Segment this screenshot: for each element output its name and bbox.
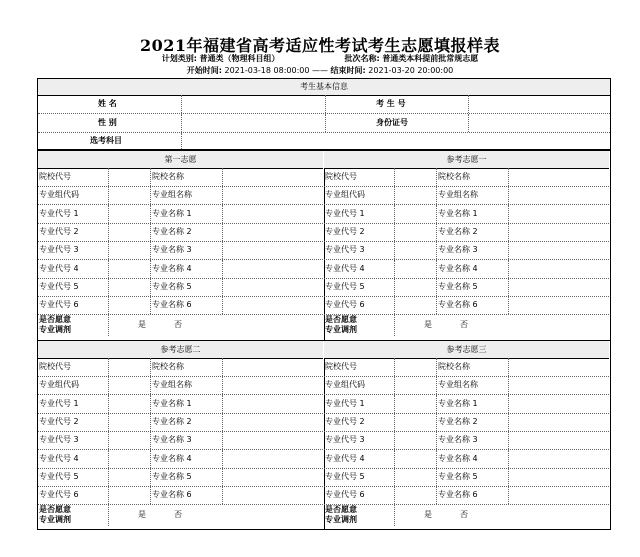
name-label: 专业名称 1: [152, 398, 192, 408]
code-label: 专业组代码: [39, 380, 79, 390]
end-value: 2021-03-20 20:00:00: [368, 66, 454, 75]
code-label: 专业代号 3: [39, 245, 79, 255]
major-row-1: [38, 205, 323, 224]
basic-info-section: [37, 78, 611, 150]
code-label: 专业代号 2: [325, 416, 365, 426]
code-label: 专业组代码: [39, 190, 79, 200]
code-label: 专业代号 1: [325, 208, 365, 218]
major-row-6: [324, 296, 609, 315]
code-label: 院校代号: [39, 362, 71, 371]
major-row-2: [324, 223, 609, 242]
name-label: 院校名称: [438, 172, 470, 181]
name-label: 专业名称 1: [438, 398, 478, 408]
start-label: 开始时间:: [186, 66, 222, 75]
school-code-row: [38, 168, 323, 187]
code-label: 院校代号: [39, 172, 71, 181]
name-label: 专业名称 2: [438, 416, 478, 426]
basic-row-2: [38, 114, 610, 133]
code-label: 院校代号: [325, 172, 357, 181]
name-label: 专业名称 4: [438, 453, 478, 463]
code-label: 专业代号 5: [39, 471, 79, 481]
major-row-5: [38, 278, 323, 297]
name-label: 专业名称 6: [438, 490, 478, 500]
name-label: 专业组名称: [438, 190, 478, 200]
code-label: 专业代号 2: [39, 416, 79, 426]
exam-no-label: 考 生 号: [376, 99, 406, 108]
code-label: 专业代号 1: [325, 398, 365, 408]
adjustment-question-line1: 是否愿意: [39, 505, 71, 515]
school-code-row: [38, 358, 323, 377]
code-label: 专业代号 3: [325, 435, 365, 445]
name-label: 专业名称 5: [152, 281, 192, 291]
basic-row-3: [38, 133, 610, 149]
adjust-yes-option[interactable]: 是: [138, 320, 146, 330]
name-label: 专业名称 6: [152, 300, 192, 310]
code-label: 专业代号 5: [325, 471, 365, 481]
name-label: 专业名称 5: [152, 471, 192, 481]
name-label: 专业名称 3: [438, 435, 478, 445]
major-row-1: [38, 395, 323, 414]
name-label: 专业名称 6: [152, 490, 192, 500]
name-label: 专业名称 5: [438, 281, 478, 291]
gender-label: 性 别: [98, 118, 117, 127]
major-row-5: [38, 468, 323, 487]
code-label: 专业代号 6: [39, 490, 79, 500]
major-row-5: [324, 468, 609, 487]
name-label: 专业名称 3: [152, 245, 192, 255]
adjustment-row: [38, 314, 323, 336]
major-row-3: [38, 241, 323, 260]
group-code-row: [38, 376, 323, 395]
name-label: 专业名称 4: [152, 453, 192, 463]
name-label: 专业名称 4: [438, 263, 478, 273]
name-label: 专业组名称: [438, 380, 478, 390]
group-code-row: [324, 186, 609, 205]
adjust-no-option[interactable]: 否: [174, 320, 182, 330]
school-code-row: [324, 168, 609, 187]
name-label: 专业名称 1: [438, 208, 478, 218]
name-label: 专业名称 2: [438, 226, 478, 236]
major-row-4: [38, 260, 323, 279]
time-info-line: [0, 65, 640, 76]
first-choice-panel: [38, 151, 323, 339]
code-label: 专业代号 4: [325, 453, 365, 463]
major-row-2: [38, 223, 323, 242]
name-label: 专业名称 2: [152, 226, 192, 236]
school-code-row: [324, 358, 609, 377]
panel-title: 参考志愿三: [324, 341, 609, 359]
name-label: 专业名称 5: [438, 471, 478, 481]
code-label: 专业代号 2: [325, 226, 365, 236]
code-label: 专业代号 3: [39, 435, 79, 445]
adjustment-question: [39, 505, 71, 525]
plan-info-line: [0, 53, 640, 64]
end-label: 结束时间:: [330, 66, 366, 75]
adjustment-question-line1: 是否愿意: [325, 505, 357, 515]
adjust-yes-option[interactable]: 是: [138, 510, 146, 520]
code-label: 专业组代码: [325, 190, 365, 200]
adjust-no-option[interactable]: 否: [460, 510, 468, 520]
code-label: 专业代号 4: [39, 263, 79, 273]
code-label: 专业代号 4: [39, 453, 79, 463]
reference-choice-1-panel: [324, 151, 609, 339]
name-label: 专业名称 6: [438, 300, 478, 310]
major-row-4: [38, 450, 323, 469]
batch-label: 批次名称:: [344, 54, 380, 63]
adjust-yes-option[interactable]: 是: [424, 510, 432, 520]
major-row-4: [324, 450, 609, 469]
adjustment-question: [325, 315, 357, 335]
name-label: 专业组名称: [152, 380, 192, 390]
major-row-1: [324, 395, 609, 414]
form-title: 2021年福建省高考适应性考试考生志愿填报样表: [139, 36, 501, 55]
code-label: 院校代号: [325, 362, 357, 371]
code-label: 专业组代码: [325, 380, 365, 390]
adjustment-row: [38, 504, 323, 526]
code-label: 专业代号 1: [39, 398, 79, 408]
panel-title: 参考志愿一: [324, 151, 609, 169]
adjustment-question-line2: 专业调剂: [325, 515, 357, 525]
major-row-2: [324, 413, 609, 432]
reference-choice-2-panel: [38, 341, 323, 529]
start-value: 2021-03-18 08:00:00: [224, 66, 310, 75]
code-label: 专业代号 3: [325, 245, 365, 255]
adjust-no-option[interactable]: 否: [174, 510, 182, 520]
name-label: 专业名称 3: [152, 435, 192, 445]
plan-type-value: 普通类（物理科目组）: [199, 54, 280, 63]
adjustment-question-line1: 是否愿意: [39, 315, 71, 325]
name-label: 专业名称 1: [152, 208, 192, 218]
adjustment-question: [325, 505, 357, 525]
name-label: 专业名称 4: [152, 263, 192, 273]
reference-choice-3-panel: [324, 341, 609, 529]
code-label: 专业代号 5: [325, 281, 365, 291]
subjects-label: 选考科目: [90, 136, 122, 145]
name-label: 院校名称: [438, 362, 470, 371]
group-code-row: [38, 186, 323, 205]
adjustment-question-line2: 专业调剂: [39, 325, 71, 335]
major-row-1: [324, 205, 609, 224]
batch-value: 普通类本科提前批常规志愿: [382, 54, 479, 63]
code-label: 专业代号 1: [39, 208, 79, 218]
adjustment-question: [39, 315, 71, 335]
major-row-4: [324, 260, 609, 279]
name-label: 院校名称: [152, 362, 184, 371]
name-label: 专业组名称: [152, 190, 192, 200]
id-number-label: 身份证号: [376, 118, 408, 127]
code-label: 专业代号 6: [39, 300, 79, 310]
name-label: 专业名称 2: [152, 416, 192, 426]
major-row-6: [38, 296, 323, 315]
name-label: 姓 名: [98, 99, 117, 108]
code-label: 专业代号 4: [325, 263, 365, 273]
basic-info-header: 考生基本信息: [38, 79, 610, 96]
panel-title: 参考志愿二: [38, 341, 323, 359]
name-label: 专业名称 3: [438, 245, 478, 255]
major-row-3: [324, 431, 609, 450]
adjustment-row: [324, 504, 609, 526]
adjust-no-option[interactable]: 否: [460, 320, 468, 330]
panel-title: 第一志愿: [38, 151, 323, 169]
code-label: 专业代号 6: [325, 300, 365, 310]
name-label: 院校名称: [152, 172, 184, 181]
major-row-3: [324, 241, 609, 260]
adjustment-row: [324, 314, 609, 336]
adjustment-question-line2: 专业调剂: [325, 325, 357, 335]
plan-type-label: 计划类别:: [161, 54, 197, 63]
major-row-5: [324, 278, 609, 297]
adjustment-question-line2: 专业调剂: [39, 515, 71, 525]
major-row-6: [324, 486, 609, 505]
code-label: 专业代号 5: [39, 281, 79, 291]
group-code-row: [324, 376, 609, 395]
major-row-2: [38, 413, 323, 432]
code-label: 专业代号 6: [325, 490, 365, 500]
major-row-6: [38, 486, 323, 505]
code-label: 专业代号 2: [39, 226, 79, 236]
adjustment-question-line1: 是否愿意: [325, 315, 357, 325]
major-row-3: [38, 431, 323, 450]
time-dash: ——: [312, 66, 328, 75]
adjust-yes-option[interactable]: 是: [424, 320, 432, 330]
basic-row-1: [38, 95, 610, 114]
